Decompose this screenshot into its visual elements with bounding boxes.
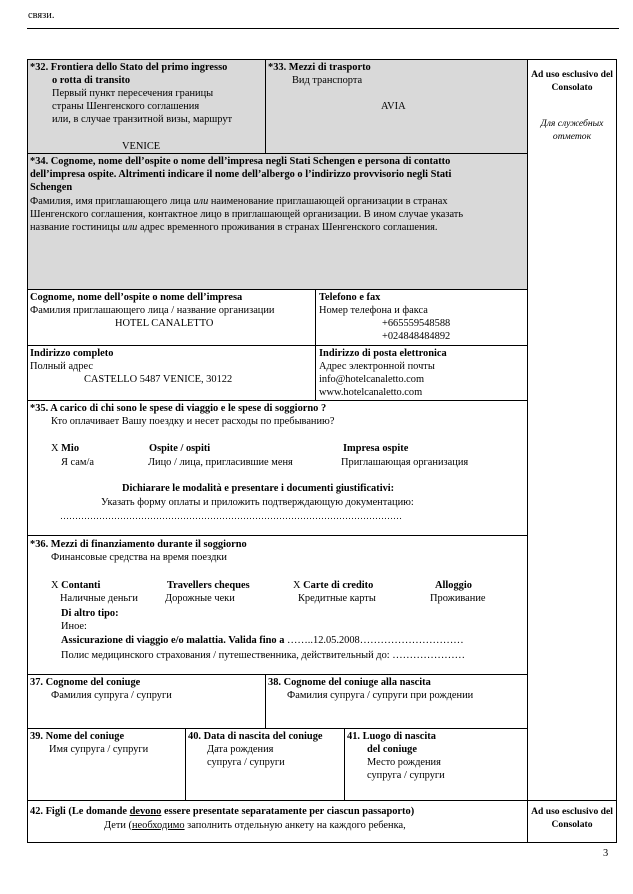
f32-title-2: o rotta di transito <box>52 75 131 86</box>
f35-opt3-ru: Приглашающая организация <box>341 457 469 468</box>
f36-c3 <box>293 579 373 592</box>
f35-dots: …………………………………………………………………………………………………… <box>60 511 402 521</box>
f42-ru-a: Дети ( <box>104 820 132 831</box>
f34-title-2: dell’impresa ospite. Altrimenti indicare il nome dell’albergo o l’indirizzo provvisorio negli Stati <box>30 169 452 180</box>
f42-ru <box>104 819 406 832</box>
rule-39 <box>27 728 528 729</box>
f39-title: 39. Nome del coniuge <box>30 731 125 742</box>
host-name-ru: Фамилия приглашающего лица / название организации <box>30 305 275 316</box>
f35-opt2-ru: Лицо / лица, пригласившие меня <box>148 457 293 468</box>
rule-36 <box>27 535 528 536</box>
f41-ru-2: супруга / супруги <box>367 770 445 781</box>
f34-ru-3-ili: или <box>122 222 138 233</box>
vrule-39-40 <box>185 728 186 801</box>
f32-ru-2: страны Шенгенского соглашения <box>52 101 200 112</box>
f35-title: *35. A carico di chi sono le spese di viaggio e le spese di soggiorno ? <box>30 403 327 414</box>
web-value: www.hotelcanaletto.com <box>319 387 423 398</box>
f36-ru: Финансовые средства на время поездки <box>51 552 227 563</box>
top-rule <box>27 28 619 29</box>
f36-c1-label: Contanti <box>61 580 101 591</box>
f34-ru-3b: адрес временного проживания в странах Шенгенского соглашения. <box>137 222 438 233</box>
f34-ru-3 <box>30 221 438 234</box>
f38-title: 38. Cognome del coniuge alla nascita <box>268 677 431 688</box>
f36-c3-label: Carte di credito <box>303 580 374 591</box>
email-title: Indirizzo di posta elettronica <box>319 348 447 359</box>
f32-ru-3: или, в случае транзитной визы, маршрут <box>52 114 233 125</box>
f36-c4-label: Alloggio <box>435 580 472 591</box>
f36-c3-ru: Кредитные карты <box>298 593 376 604</box>
f40-ru-1: Дата рождения <box>207 744 274 755</box>
addr-title: Indirizzo completo <box>30 348 114 359</box>
f34-ru-1a: Фамилия, имя приглашающего лица <box>30 196 194 207</box>
consulate-note: Для служебных отметок <box>540 118 604 142</box>
f42-ru-u: необходимо <box>132 820 185 831</box>
top-text: связи. <box>28 10 55 21</box>
host-name-title: Cognome, nome dell’ospite o nome dell’impresa <box>30 292 243 303</box>
f41-title-2: del coniuge <box>367 744 417 755</box>
f35-ru: Кто оплачивает Вашу поездку и несет расходы по пребыванию? <box>51 416 335 427</box>
f34-ru-3a: название гостиницы <box>30 222 123 233</box>
f35-opt3-label: Impresa ospite <box>343 443 409 454</box>
f37-title: 37. Cognome del coniuge <box>30 677 141 688</box>
f35-opt1-label: Mio <box>61 443 80 454</box>
f32-value: VENICE <box>122 141 161 152</box>
f36-c1-mark: X <box>51 580 59 591</box>
f36-other-ru: Иное: <box>61 621 87 632</box>
f36-other-label: Di altro tipo: <box>61 608 119 619</box>
f42-ru-b: заполнить отдельную анкету на каждого ребенка, <box>184 820 406 831</box>
f36-c2-label: Travellers cheques <box>167 580 250 591</box>
rule-37 <box>27 674 528 675</box>
addr-ru: Полный адрес <box>30 361 94 372</box>
f42-title-a: 42. Figli (Le domande <box>30 806 130 817</box>
f41-title-1: 41. Luogo di nascita <box>347 731 436 742</box>
consulate-title: Ad uso esclusivo del Consolato <box>531 69 613 94</box>
page-number: 3 <box>603 848 609 859</box>
f33-ru: Вид транспорта <box>292 75 363 86</box>
f33-title: *33. Mezzi di trasporto <box>268 62 371 73</box>
f36-title: *36. Mezzi di finanziamento durante il soggiorno <box>30 539 247 550</box>
phone-value-1: +665559548588 <box>382 318 451 329</box>
f42-title-b: essere presentate separatamente per ciascun passaporto) <box>161 806 415 817</box>
f35-opt1-ru: Я сам/а <box>61 457 94 468</box>
f38-ru: Фамилия супруга / супруги при рождении <box>287 690 474 701</box>
phone-title: Telefono e fax <box>319 292 381 303</box>
email-ru: Адрес электронной почты <box>319 361 435 372</box>
f35-declare-ru: Указать форму оплаты и приложить подтверждающую документацию: <box>101 497 414 508</box>
addr-value: CASTELLO 5487 VENICE, 30122 <box>84 374 233 385</box>
phone-value-2: +024848484892 <box>382 331 451 342</box>
f36-c2-ru: Дорожные чеки <box>165 593 235 604</box>
f40-ru-2: супруга / супруги <box>207 757 285 768</box>
vrule-37-38 <box>265 674 266 729</box>
f34-ru-1-ili: или <box>193 196 209 207</box>
host-name-value: HOTEL CANALETTO <box>115 318 214 329</box>
rule-34 <box>27 153 528 154</box>
f36-c4-ru: Проживание <box>430 593 486 604</box>
f33-value: AVIA <box>381 101 406 112</box>
consulate-title-bottom: Ad uso esclusivo del Consolato <box>531 806 613 831</box>
rule-42 <box>27 800 617 801</box>
f37-ru: Фамилия супруга / супруги <box>51 690 172 701</box>
f36-ins-ru: Полис медицинского страхования / путешественника, действительный до: ………………… <box>61 650 465 661</box>
f36-ins-value: ……..12.05.2008………………………… <box>284 635 464 646</box>
f32-title-1: *32. Frontiera dello Stato del primo ingresso <box>30 62 228 73</box>
f35-opt1-mark: X <box>51 443 59 454</box>
f32-ru-1: Первый пункт пересечения границы <box>52 88 214 99</box>
f41-ru-1: Место рождения <box>367 757 441 768</box>
f36-insurance <box>61 634 464 647</box>
f36-ins-label: Assicurazione di viaggio e/o malattia. Valida fino a <box>61 635 285 646</box>
f34-ru-1 <box>30 195 448 208</box>
f42-title <box>30 805 414 818</box>
f35-opt1 <box>51 442 79 455</box>
f42-title-u: devono <box>129 806 162 817</box>
rule-host <box>27 289 528 290</box>
f35-declare-title: Dichiarare le modalità e presentare i documenti giustificativi: <box>122 483 395 494</box>
phone-ru: Номер телефона и факса <box>319 305 428 316</box>
f36-c1 <box>51 579 100 592</box>
f40-title: 40. Data di nascita del coniuge <box>188 731 323 742</box>
f36-c3-mark: X <box>293 580 301 591</box>
rule-addr <box>27 345 528 346</box>
f34-ru-1b: наименование приглашающей организации в странах <box>208 196 448 207</box>
f39-ru: Имя супруга / супруги <box>49 744 149 755</box>
f35-opt2-label: Ospite / ospiti <box>149 443 211 454</box>
f34-title-3: Schengen <box>30 182 73 193</box>
vrule-host <box>315 289 316 401</box>
f34-ru-2: Шенгенского соглашения, контактное лицо в приглашающей организации. В ином случае указать <box>30 209 464 220</box>
consulate-column <box>528 59 617 843</box>
email-value: info@hotelcanaletto.com <box>319 374 425 385</box>
vrule-32-33 <box>265 59 266 154</box>
f34-title-1: *34. Cognome, nome dell’ospite o nome dell’impresa negli Stati Schengen e persona di contatto <box>30 156 451 167</box>
rule-35 <box>27 400 528 401</box>
f36-c1-ru: Наличные деньги <box>60 593 138 604</box>
vrule-40-41 <box>344 728 345 801</box>
